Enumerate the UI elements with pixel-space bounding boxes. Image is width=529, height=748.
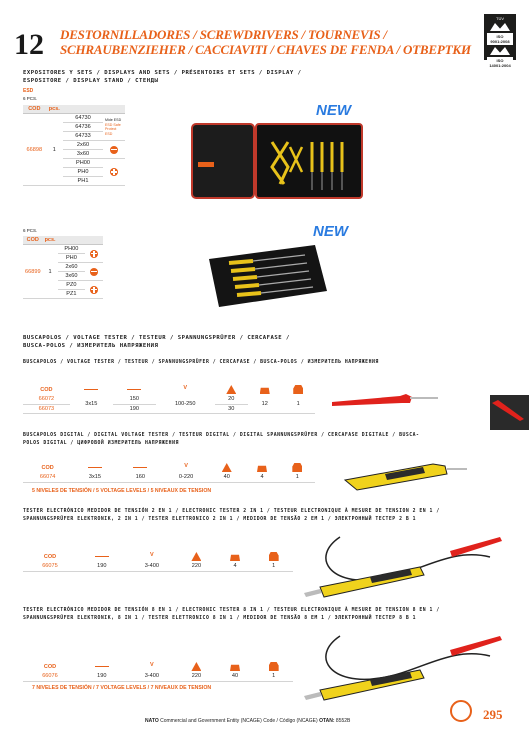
pozidriv-tip-icon: [90, 286, 98, 294]
header-cod: COD: [40, 386, 53, 393]
tester4-box: 40: [216, 672, 255, 681]
box-icon: [257, 463, 267, 472]
esd-screwdriver-case-photo: [190, 122, 365, 202]
set-code: 66899: [23, 245, 43, 299]
length-icon: [127, 385, 141, 394]
header-ref: [58, 236, 86, 245]
tester2-master: 1: [280, 473, 315, 482]
weight-icon: [222, 463, 232, 472]
ref-cell: PH1: [63, 177, 103, 186]
tester4-voltage-levels-note: 7 NIVELES DE TENSIÓN / 7 VOLTAGE LEVELS / 7 NIVEAUX DE TENSION: [32, 685, 212, 691]
tester4-weight: 220: [177, 672, 216, 681]
phillips-tip-icon: [110, 168, 118, 176]
chapter-number: 12: [14, 28, 44, 61]
header-cod: COD: [43, 663, 57, 670]
set-table-66898: [23, 105, 125, 186]
header-tip: [103, 105, 125, 114]
header-cod: COD: [43, 553, 57, 560]
otan-label: OTAN:: [319, 718, 335, 724]
tester2-voltage: 0-220: [163, 473, 209, 482]
weight-icon: [191, 552, 201, 561]
tester1-table: [23, 384, 315, 414]
tester1-weight-a: 20: [215, 395, 248, 404]
ref-cell: 2x60: [58, 263, 86, 272]
esd-label-2: ESD Safe: [105, 122, 121, 127]
master-box-icon: [269, 662, 279, 671]
header-cod: COD: [23, 236, 43, 245]
logo-iso-9001: ISO 9001:2008: [487, 33, 513, 45]
ref-cell: PZ1: [58, 290, 86, 299]
esd-label-1: Mide ESD: [105, 118, 122, 122]
tester1-box: 12: [248, 395, 281, 413]
certification-logo: [484, 14, 516, 68]
weight-icon: [226, 385, 236, 394]
tester2-table: [23, 462, 315, 483]
ref-cell: 64736: [63, 123, 103, 132]
ref-cell: PH0: [63, 168, 103, 177]
tester3-box: 4: [216, 562, 255, 571]
set-code: 66898: [23, 114, 46, 186]
master-box-icon: [292, 463, 302, 472]
tester3-code: 66075: [23, 562, 77, 571]
esd-subtitle: ESD: [23, 88, 34, 94]
tester2-length: 160: [118, 473, 163, 482]
tester2-dim: 3x15: [72, 473, 117, 482]
tester1-length-b: 190: [113, 404, 156, 413]
length-icon: [95, 662, 109, 671]
ref-cell: 3x60: [63, 150, 103, 159]
tester3-length: 190: [77, 562, 127, 571]
otan-code: 8552B: [334, 718, 351, 724]
tester2-voltage-levels-note: 5 NIVELES DE TENSIÓN / 5 VOLTAGE LEVELS / 5 NIVEAUX DE TENSION: [32, 488, 212, 494]
digital-voltage-tester-photo: [343, 458, 468, 494]
ref-cell: PH00: [58, 245, 86, 254]
dimension-icon: [88, 463, 102, 472]
tester4-code: 66076: [23, 672, 77, 681]
logo-mark-icon: [490, 23, 510, 31]
tester4-length: 190: [77, 672, 127, 681]
tester2-box: 4: [244, 473, 279, 482]
new-badge-1: NEW: [316, 102, 351, 119]
phillips-tip-icon: [90, 250, 98, 258]
header-pcs: pcs.: [46, 105, 63, 114]
header-ref: [63, 105, 103, 114]
tester3-table: [23, 551, 293, 572]
tester1-length-a: 150: [113, 395, 156, 404]
ref-cell: 64730: [63, 114, 103, 123]
weight-icon: [191, 662, 201, 671]
ref-cell: PH00: [63, 159, 103, 168]
set-table-66899: [23, 236, 103, 299]
brand-circle-icon: [450, 700, 472, 722]
tester1-code-b: 66073: [23, 404, 70, 413]
voltage-header: V: [150, 662, 154, 668]
length-icon: [133, 463, 147, 472]
tester2-code: 66074: [23, 473, 72, 482]
section-heading-testers-line-1: BUSCAPOLOS / VOLTAGE TESTER / TESTEUR / SPANNUNGSPRÜFER / CERCAFASE /: [23, 335, 290, 341]
new-badge-2: NEW: [313, 223, 348, 240]
voltage-header: V: [150, 552, 154, 558]
tester1-code-a: 66072: [23, 395, 70, 404]
pcs-count-label-2: 6 PCS.: [23, 228, 38, 233]
screwdriver-set-case-photo: [205, 241, 330, 311]
nato-label: NATO: [145, 718, 159, 724]
electronic-tester-2in1-photo: [300, 527, 510, 607]
page-title-line-1: DESTORNILLADORES / SCREWDRIVERS / TOURNEVIS /: [60, 27, 387, 42]
slotted-tip-icon: [90, 268, 98, 276]
pcs-count-label-1: 6 PCS.: [23, 96, 38, 101]
page-number: 295: [483, 707, 503, 722]
box-icon: [230, 662, 240, 671]
tester4-master: 1: [254, 672, 293, 681]
esd-labels: [103, 114, 125, 141]
dimension-icon: [84, 385, 98, 394]
esd-label-3: Protect ESD: [105, 127, 117, 136]
box-icon: [230, 552, 240, 561]
tester3-subtitle: TESTER ELECTRÓNICO MEDIDOR DE TENSIÓN 2 EN 1 / ELECTRONIC TESTER 2 IN 1 / TESTEUR ELECTRONIQUE À MESURE DE TENSION 2 EN 1 / SPANNUNGSPRÜFER ELEKTRONIK, 2 IN 1 / TESTER ELETTRONICO 2 IN 1 / MEDIDOR DE TENSÃO 2 EM 1 / ЭЛЕКТРОННЫЙ ТЕСТЕР 2 В 1: [23, 509, 440, 522]
tester4-voltage: 3-400: [127, 672, 178, 681]
header-cod: COD: [23, 105, 46, 114]
voltage-tester-photo: [330, 384, 440, 414]
ref-cell: 2x60: [63, 141, 103, 150]
tester1-master: 1: [281, 395, 315, 413]
slotted-tip-icon: [110, 146, 118, 154]
section-heading-displays-line-1: EXPOSITORES Y SETS / DISPLAYS AND SETS / PRÉSENTOIRS ET SETS / DISPLAY /: [23, 70, 302, 76]
tester3-master: 1: [254, 562, 293, 571]
logo-iso-14001: ISO 14001:2004: [487, 57, 513, 69]
section-heading-testers-line-2: BUSCA-POLOS / ИЗМЕРИТЕЛЬ НАПРЯЖЕНИЯ: [23, 343, 159, 349]
ref-cell: 64733: [63, 132, 103, 141]
voltage-header: V: [183, 385, 188, 391]
ref-cell: PZ0: [58, 281, 86, 290]
electronic-tester-8in1-photo: [300, 626, 510, 706]
tester3-voltage: 3-400: [127, 562, 178, 571]
tester1-dim: 3x15: [70, 395, 113, 413]
master-box-icon: [293, 385, 303, 394]
header-tip: [85, 236, 103, 245]
tester4-subtitle: TESTER ELECTRÓNICO MEDIDOR DE TENSIÓN 8 EN 1 / ELECTRONIC TESTER 8 IN 1 / TESTEUR ELECTRONIQUE À MESURE DE TENSION 8 EN 1 / SPANNUNGSPRÜFER ELEKTRONIK, 8 IN 1 / TESTER ELETTRONICO 8 IN 1 / MEDIDOR DE TENSÃO 8 EM 1 / ЭЛЕКТРОННЫЙ ТЕСТЕР 8 В 1: [23, 608, 440, 621]
ref-cell: 3x60: [58, 272, 86, 281]
ncage-text: Commercial and Government Entity (NCAGE) Code / Código (NCAGE): [158, 718, 320, 724]
tester-side-thumbnail: [490, 395, 529, 430]
set-pcs: 1: [43, 245, 58, 299]
voltage-header: V: [184, 463, 188, 469]
length-icon: [95, 552, 109, 561]
tester1-voltage: 100-250: [156, 395, 215, 413]
header-cod: COD: [41, 464, 54, 471]
ncage-footer: [145, 718, 350, 724]
section-heading-displays-line-2: ESPOSITORE / DISPLAY STAND / СТЕНДЫ: [23, 78, 159, 84]
tester1-weight-b: 30: [215, 404, 248, 413]
header-pcs: pcs.: [44, 237, 56, 243]
page-title-line-2: SCHRAUBENZIEHER / CACCIAVITI / CHAVES DE FENDA / ОТВЕРТКИ: [60, 42, 471, 57]
ref-cell: PH0: [58, 254, 86, 263]
tester2-subtitle: BUSCAPOLOS DIGITAL / DIGITAL VOLTAGE TESTER / TESTEUR DIGITAL / DIGITAL SPANNUNGSPRÜFER / CERCAFASE DIGITALE / BUSCA-POLOS DIGITAL / ЦИФРОВОЙ ИЗМЕРИТЕЛЬ НАПРЯЖЕНИЯ: [23, 433, 420, 446]
master-box-icon: [269, 552, 279, 561]
box-icon: [260, 385, 270, 394]
logo-top-text: TÜV: [496, 16, 504, 21]
logo-mark-icon-2: [490, 47, 510, 55]
tester1-subtitle: BUSCAPOLOS / VOLTAGE TESTER / TESTEUR / SPANNUNGSPRÜFER / CERCAFASE / BUSCA-POLOS / ИЗМЕРИТЕЛЬ НАПРЯЖЕНИЯ: [23, 360, 379, 365]
tester4-table: [23, 661, 293, 682]
tester2-weight: 40: [209, 473, 244, 482]
tester3-weight: 220: [177, 562, 216, 571]
set-pcs: 1: [46, 114, 63, 186]
